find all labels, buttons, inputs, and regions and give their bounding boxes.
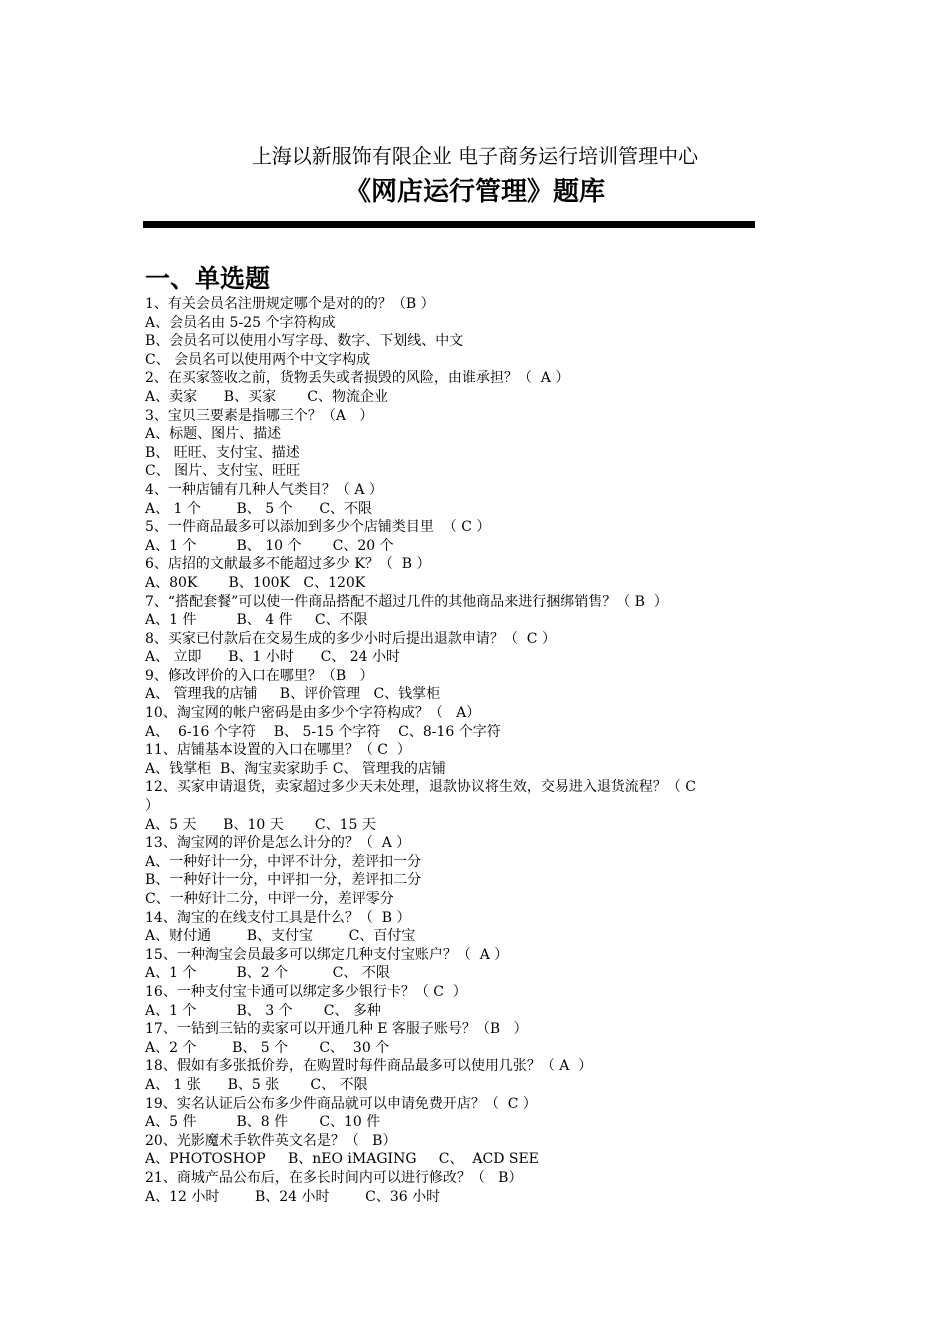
question-line: 11、店铺基本设置的入口在哪里？（ C ） (145, 742, 411, 759)
question-line: 13、淘宝网的评价是怎么计分的？（ A ） (145, 835, 411, 852)
question-line: A、会员名由 5-25 个字符构成 (145, 314, 336, 331)
question-line: A、 1 个 B、 5 个 C、不限 (145, 500, 373, 517)
question-line: B、一种好计一分，中评扣一分，差评扣二分 (145, 872, 422, 889)
question-line: 7、“搭配套餐”可以使一件商品搭配不超过几件的其他商品来进行捆绑销售？（ B ） (145, 593, 668, 610)
question-line: A、1 件 B、 4 件 C、不限 (145, 612, 368, 629)
question-line: A、财付通 B、支付宝 C、百付宝 (145, 928, 416, 945)
question-line: 10、淘宝网的帐户密码是由多少个字符构成？（ A） (145, 705, 481, 722)
question-line: A、1 个 B、 10 个 C、20 个 (145, 537, 394, 554)
question-line: A、 6-16 个字符 B、 5-15 个字符 C、8-16 个字符 (145, 723, 501, 740)
question-line: 9、修改评价的入口在哪里？（B ） (145, 667, 374, 684)
question-line: A、5 天 B、10 天 C、15 天 (145, 816, 376, 833)
organization-header: 上海以新服饰有限企业 电子商务运行培训管理中心 (251, 144, 699, 168)
question-line: 15、一种淘宝会员最多可以绑定几种支付宝账户？（ A ） (145, 946, 509, 963)
question-line: B、 旺旺、支付宝、描述 (145, 444, 300, 461)
question-line: A、1 个 B、2 个 C、 不限 (145, 965, 390, 982)
question-line: 2、在买家签收之前，货物丢失或者损毁的风险，由谁承担？（ A ） (145, 370, 570, 387)
question-line: C、 会员名可以使用两个中文字构成 (145, 351, 371, 368)
question-line: 8、买家已付款后在交易生成的多少小时后提出退款申请？（ C ） (145, 630, 556, 647)
question-line: A、卖家 B、买家 C、物流企业 (145, 388, 388, 405)
question-line: 4、一种店铺有几种人气类目？（ A ） (145, 481, 383, 498)
question-line: C、 图片、支付宝、旺旺 (145, 463, 301, 480)
question-line: 5、一件商品最多可以添加到多少个店铺类目里 （ C ） (145, 519, 491, 536)
question-line: 17、一钻到三钻的卖家可以开通几种 E 客服子账号？（B ） (145, 1021, 528, 1038)
question-line: A、12 小时 B、24 小时 C、36 小时 (145, 1188, 441, 1205)
question-line: A、5 件 B、8 件 C、10 件 (145, 1114, 381, 1131)
question-line: 3、宝贝三要素是指哪三个？（A ） (145, 407, 374, 424)
question-line: 21、商城产品公布后，在多长时间内可以进行修改？（ B） (145, 1169, 523, 1186)
question-line: A、一种好计一分，中评不计分，差评扣一分 (145, 853, 422, 870)
question-line: 14、淘宝的在线支付工具是什么？（ B ） (145, 909, 411, 926)
question-line: A、 管理我的店铺 B、评价管理 C、钱掌柜 (145, 686, 441, 703)
question-line: A、标题、图片、描述 (145, 426, 282, 443)
question-line: 18、假如有多张抵价券，在购置时每件商品最多可以使用几张？（ A ） (145, 1058, 593, 1075)
question-line: A、 立即 B、1 小时 C、 24 小时 (145, 649, 401, 666)
question-line: A、 1 张 B、5 张 C、 不限 (145, 1076, 368, 1093)
question-line: 16、一种支付宝卡通可以绑定多少银行卡？（ C ） (145, 983, 467, 1000)
question-line: A、钱掌柜 B、淘宝卖家助手 C、 管理我的店铺 (145, 760, 446, 777)
question-line: 12、买家申请退货，卖家超过多少天未处理，退款协议将生效，交易进入退货流程？（ C (145, 779, 696, 796)
question-line: ） (145, 798, 159, 815)
document-title: 《网店运行管理》题库 (344, 177, 605, 207)
question-line: C、一种好计二分，中评一分，差评零分 (145, 891, 394, 907)
question-line: 6、店招的文献最多不能超过多少 K？（ B ） (145, 556, 431, 573)
question-line: A、80K B、100K C、120K (145, 574, 366, 591)
question-line: 20、光影魔术手软件英文名是？（ B） (145, 1132, 397, 1149)
question-line: A、1 个 B、 3 个 C、 多种 (145, 1002, 381, 1019)
title-divider (143, 221, 755, 228)
question-line: B、会员名可以使用小写字母、数字、下划线、中文 (145, 333, 464, 350)
question-line: 1、有关会员名注册规定哪个是对的的？（B ） (145, 296, 435, 312)
question-line: 19、实名认证后公布多少件商品就可以申请免费开店？（ C ） (145, 1095, 537, 1112)
question-line: A、2 个 B、 5 个 C、 30 个 (145, 1039, 390, 1056)
question-list (145, 295, 815, 1206)
question-line: A、PHOTOSHOP B、nEO iMAGING C、 ACD SEE (145, 1151, 539, 1168)
section-heading: 一、单选题 (145, 264, 271, 293)
